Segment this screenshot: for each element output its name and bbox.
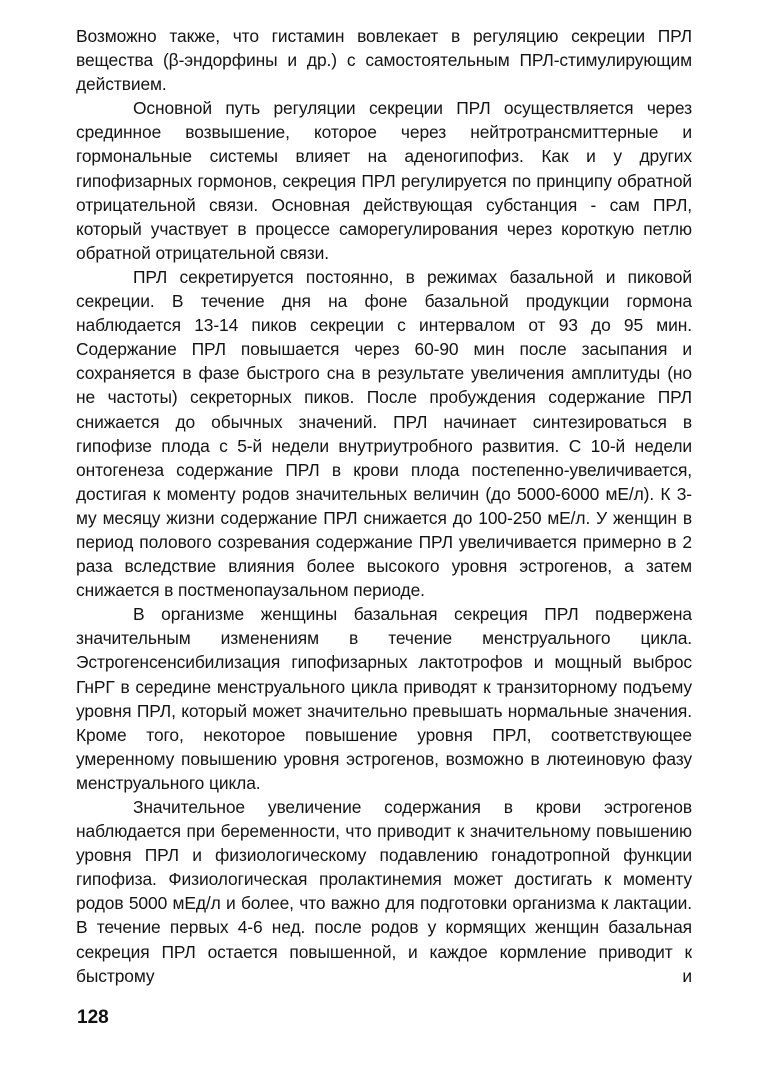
- paragraph-4: В организме женщины базальная секреция ПРЛ подвержена значительным изменениям в течение менструального цикла. Эстрогенсенсибилизация гипофизарных лактотрофов и мощный выброс ГнРГ в середине менструального цикла приводят к транзиторному подъему уровня ПРЛ, который может значительно превышать нормальные значения. Кроме того, некоторое повышение уровня ПРЛ, соответствующее умеренному повышению уровня эстрогенов, возможно в лютеиновую фазу менструального цикла.: [76, 604, 692, 793]
- paragraph-1: Возможно также, что гистамин вовлекает в регуляцию секреции ПРЛ вещества (β-эндорфины и др.) с самостоятельным ПРЛ-стимулирующим действием.: [76, 26, 692, 95]
- paragraph-3: ПРЛ секретируется постоянно, в режимах базальной и пиковой секреции. В течение дня на фоне базальной продукции гормона наблюдается 13-14 пиков секреции с интервалом от 93 до 95 мин. Содержание ПРЛ повышается через 60-90 мин после засыпания и сохраняется в фазе быстрого сна в результате увеличения амплитуды (но не частоты) секреторных пиков. После пробуждения содержание ПРЛ снижается до обычных значений. ПРЛ начинает синтезироваться в гипофизе плода с 5-й недели внутриутробного развития. С 10-й недели онтогенеза содержание ПРЛ в крови плода постепенно-увеличивается, достигая к моменту родов значительных величин (до 5000-6000 мЕ/л). К 3-му месяцу жизни содержание ПРЛ снижается до 100-250 мЕ/л. У женщин в период полового созревания содержание ПРЛ увеличивается примерно в 2 раза вследствие влияния более высокого уровня эстрогенов, а затем снижается в постменопаузальном периоде.: [76, 266, 692, 601]
- paragraph-5: Значительное увеличение содержания в крови эстрогенов наблюдается при беременности, что приводит к значительному повышению уровня ПРЛ и физиологическому подавлению гонадотропной функции гипофиза. Физиологическая пролактинемия может достигать к моменту родов 5000 мЕд/л и более, что важно для подготовки организма к лактации. В течение первых 4-6 нед. после родов у кормящих женщин базальная секреция ПРЛ остается повышенной, и каждое кормление приводит к быстрому и: [76, 797, 692, 986]
- page-number: 128: [77, 1007, 109, 1028]
- page-body: [76, 24, 692, 988]
- paragraph-2: Основной путь регуляции секреции ПРЛ осуществляется через срединное возвышение, которое через нейтротрансмиттерные и гормональные системы влияет на аденогипофиз. Как и у других гипофизарных гормонов, секреция ПРЛ регулируется по принципу обратной отрицательной связи. Основная действующая субстанция - сам ПРЛ, который участвует в процессе саморегулирования через короткую петлю обратной отрицательной связи.: [76, 98, 692, 263]
